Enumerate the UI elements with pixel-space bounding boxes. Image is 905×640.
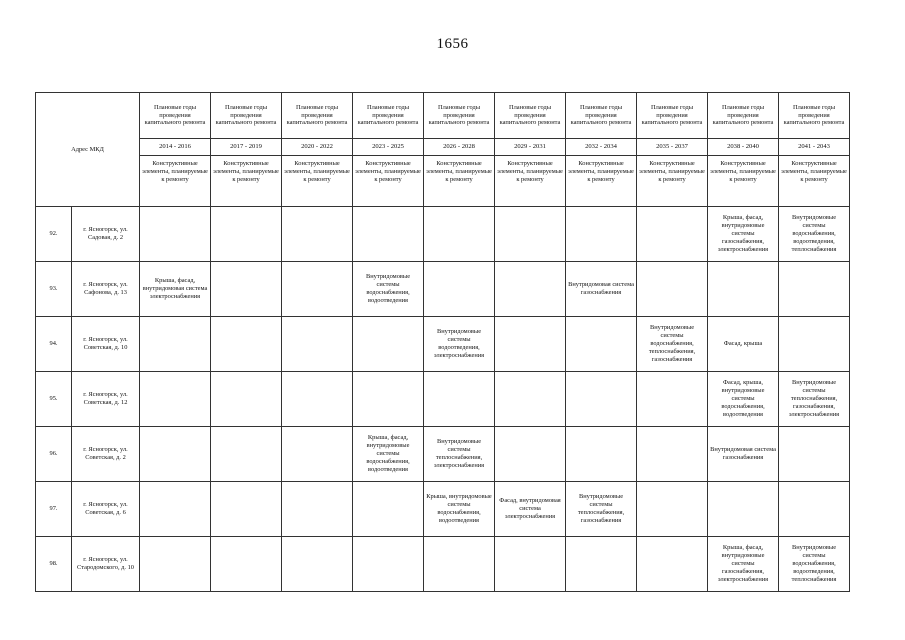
repair-elements-cell (637, 372, 708, 427)
repair-elements-cell (211, 372, 282, 427)
year-range: 2038 - 2040 (708, 139, 779, 156)
year-range: 2026 - 2028 (424, 139, 495, 156)
repair-elements-cell (211, 482, 282, 537)
year-range: 2041 - 2043 (779, 139, 850, 156)
table-row (36, 317, 850, 372)
repair-elements-cell (637, 262, 708, 317)
repair-elements-cell (566, 207, 637, 262)
repair-elements-cell (637, 537, 708, 592)
repair-elements-cell: Внутридомовые системы теплоснабжения, газоснабжения (566, 482, 637, 537)
repair-elements-cell (779, 482, 850, 537)
repair-elements-cell (282, 427, 353, 482)
elements-header: Конструктивные элементы, планируемые к ремонту (282, 156, 353, 207)
row-number: 97. (36, 482, 72, 537)
elements-header: Конструктивные элементы, планируемые к ремонту (353, 156, 424, 207)
repair-elements-cell (140, 427, 211, 482)
year-range: 2032 - 2034 (566, 139, 637, 156)
year-range: 2020 - 2022 (282, 139, 353, 156)
repair-elements-cell (424, 262, 495, 317)
elements-header: Конструктивные элементы, планируемые к ремонту (637, 156, 708, 207)
table-row (36, 372, 850, 427)
building-address: г. Ясногорск, ул. Советская, д. 12 (72, 372, 140, 427)
repair-elements-cell (779, 262, 850, 317)
repair-elements-cell: Крыша, фасад, внутридомовые системы водоснабжения, водоотведения (353, 427, 424, 482)
building-address: г. Ясногорск, ул. Сафонова, д. 13 (72, 262, 140, 317)
row-number: 98. (36, 537, 72, 592)
repair-elements-cell (353, 482, 424, 537)
page-number: 1656 (436, 36, 469, 52)
building-address: г. Ясногорск, ул. Советская, д. 2 (72, 427, 140, 482)
plan-header: Плановые годы проведения капитального ремонта (566, 93, 637, 139)
repair-elements-cell (211, 537, 282, 592)
header-row-plan (36, 93, 850, 139)
capital-repair-table (35, 92, 850, 592)
elements-header: Конструктивные элементы, планируемые к ремонту (779, 156, 850, 207)
repair-elements-cell (353, 207, 424, 262)
row-number: 96. (36, 427, 72, 482)
repair-elements-cell (140, 537, 211, 592)
repair-elements-cell: Внутридомовые системы водоснабжения, водоотведения (353, 262, 424, 317)
plan-header: Плановые годы проведения капитального ремонта (424, 93, 495, 139)
repair-elements-cell (353, 372, 424, 427)
repair-elements-cell: Крыша, внутридомовые системы водоснабжения, водоотведения (424, 482, 495, 537)
repair-elements-cell: Внутридомовые системы водоснабжения, теплоснабжения, газоснабжения (637, 317, 708, 372)
repair-elements-cell (211, 207, 282, 262)
building-address: г. Ясногорск, ул. Советская, д. 6 (72, 482, 140, 537)
repair-elements-cell (495, 207, 566, 262)
repair-elements-cell: Внутридомовые системы водоотведения, электроснабжения (424, 317, 495, 372)
repair-elements-cell: Внутридомовые системы водоснабжения, водоотведения, теплоснабжения (779, 537, 850, 592)
elements-header: Конструктивные элементы, планируемые к ремонту (424, 156, 495, 207)
repair-elements-cell: Внутридомовая система газоснабжения (708, 427, 779, 482)
address-column-header: Адрес МКД (36, 93, 140, 207)
table-row (36, 482, 850, 537)
year-range: 2014 - 2016 (140, 139, 211, 156)
plan-header: Плановые годы проведения капитального ремонта (708, 93, 779, 139)
plan-header: Плановые годы проведения капитального ремонта (282, 93, 353, 139)
repair-elements-cell (140, 317, 211, 372)
building-address: г. Ясногорск, ул. Стародомского, д. 10 (72, 537, 140, 592)
repair-elements-cell: Фасад, крыша (708, 317, 779, 372)
plan-header: Плановые годы проведения капитального ремонта (211, 93, 282, 139)
repair-elements-cell (495, 317, 566, 372)
elements-header: Конструктивные элементы, планируемые к ремонту (566, 156, 637, 207)
repair-elements-cell (211, 262, 282, 317)
repair-elements-cell (282, 262, 353, 317)
repair-elements-cell (779, 427, 850, 482)
repair-elements-cell (424, 537, 495, 592)
repair-elements-cell (424, 372, 495, 427)
header-row-years (36, 139, 850, 156)
elements-header: Конструктивные элементы, планируемые к ремонту (140, 156, 211, 207)
year-range: 2017 - 2019 (211, 139, 282, 156)
repair-elements-cell (282, 537, 353, 592)
repair-elements-cell (140, 482, 211, 537)
row-number: 92. (36, 207, 72, 262)
repair-elements-cell: Внутридомовые системы теплоснабжения, электроснабжения (424, 427, 495, 482)
row-number: 95. (36, 372, 72, 427)
year-range: 2035 - 2037 (637, 139, 708, 156)
elements-header: Конструктивные элементы, планируемые к ремонту (495, 156, 566, 207)
building-address: г. Ясногорск, ул. Садовая, д. 2 (72, 207, 140, 262)
repair-elements-cell (708, 482, 779, 537)
row-number: 94. (36, 317, 72, 372)
repair-elements-cell (495, 372, 566, 427)
repair-elements-cell (353, 537, 424, 592)
repair-elements-cell (566, 317, 637, 372)
repair-elements-cell: Внутридомовая система газоснабжения (566, 262, 637, 317)
plan-header: Плановые годы проведения капитального ремонта (140, 93, 211, 139)
repair-elements-cell (140, 372, 211, 427)
table-row (36, 262, 850, 317)
elements-header: Конструктивные элементы, планируемые к ремонту (211, 156, 282, 207)
repair-elements-cell: Крыша, фасад, внутридомовые системы газоснабжения, электроснабжения (708, 537, 779, 592)
repair-elements-cell: Крыша, фасад, внутридомовая система электроснабжения (140, 262, 211, 317)
header-row-elements (36, 156, 850, 207)
table-row (36, 537, 850, 592)
plan-header: Плановые годы проведения капитального ремонта (779, 93, 850, 139)
repair-elements-cell (282, 482, 353, 537)
table-row (36, 207, 850, 262)
repair-elements-cell (779, 317, 850, 372)
repair-elements-cell: Внутридомовые системы водоснабжения, водоотведения, теплоснабжения (779, 207, 850, 262)
repair-elements-cell: Внутридомовые системы теплоснабжения, газоснабжения, электроснабжения (779, 372, 850, 427)
repair-elements-cell (637, 482, 708, 537)
repair-elements-cell (282, 207, 353, 262)
row-number: 93. (36, 262, 72, 317)
year-range: 2029 - 2031 (495, 139, 566, 156)
repair-elements-cell (637, 427, 708, 482)
repair-elements-cell (140, 207, 211, 262)
elements-header: Конструктивные элементы, планируемые к ремонту (708, 156, 779, 207)
repair-elements-cell (495, 427, 566, 482)
repair-elements-cell (566, 372, 637, 427)
table-row (36, 427, 850, 482)
year-range: 2023 - 2025 (353, 139, 424, 156)
repair-elements-cell (424, 207, 495, 262)
repair-elements-cell (495, 537, 566, 592)
repair-elements-cell (282, 372, 353, 427)
repair-elements-cell (353, 317, 424, 372)
plan-header: Плановые годы проведения капитального ремонта (495, 93, 566, 139)
repair-elements-cell (495, 262, 566, 317)
repair-elements-cell (211, 427, 282, 482)
plan-header: Плановые годы проведения капитального ремонта (353, 93, 424, 139)
repair-elements-cell (282, 317, 353, 372)
repair-elements-cell: Фасад, крыша, внутридомовые системы водоснабжения, водоотведения (708, 372, 779, 427)
repair-elements-cell: Фасад, внутридомовая система электроснабжения (495, 482, 566, 537)
repair-elements-cell (708, 262, 779, 317)
plan-header: Плановые годы проведения капитального ремонта (637, 93, 708, 139)
repair-elements-cell (566, 537, 637, 592)
repair-elements-cell (211, 317, 282, 372)
repair-elements-cell: Крыша, фасад, внутридомовые системы газоснабжения, электроснабжения (708, 207, 779, 262)
repair-elements-cell (566, 427, 637, 482)
building-address: г. Ясногорск, ул. Советская, д. 10 (72, 317, 140, 372)
repair-elements-cell (637, 207, 708, 262)
